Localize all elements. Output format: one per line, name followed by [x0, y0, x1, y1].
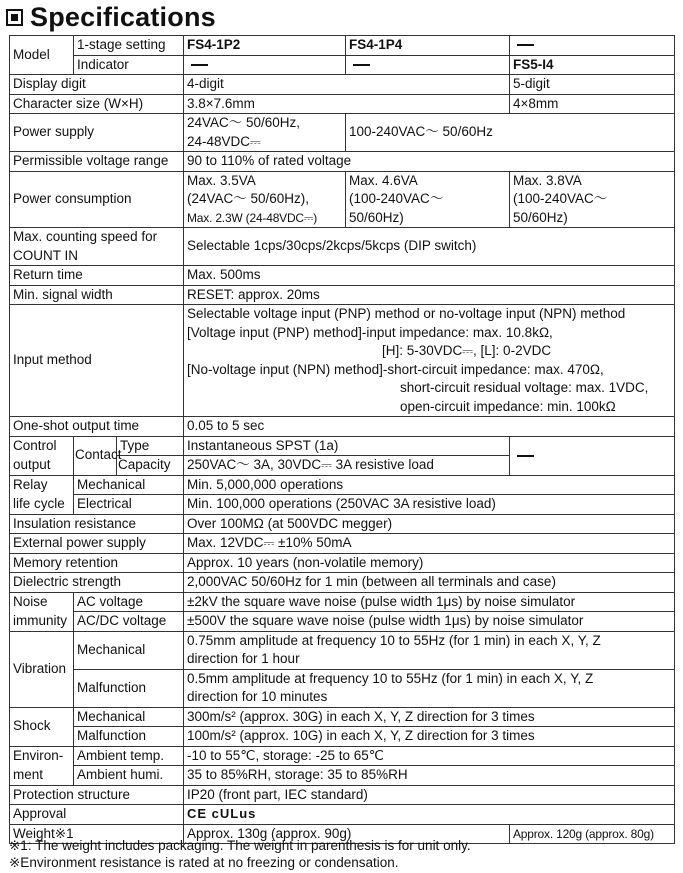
spec-label: Power supply: [10, 114, 184, 152]
spec-value: [184, 805, 675, 825]
spec-value-line: [Voltage input (PNP) method]-input impedance: max. 10.8kΩ,: [187, 324, 553, 340]
spec-value-line: [No-voltage input (NPN) method]-short-circuit impedance: max. 470Ω,: [187, 361, 604, 377]
table-row-dielectric: [10, 573, 675, 593]
indicator-label: Indicator: [74, 55, 184, 75]
spec-label-line: Environ-: [13, 748, 64, 763]
spec-label: Input method: [10, 305, 184, 417]
spec-label-line: ment: [13, 766, 44, 782]
spec-label-line: immunity: [13, 612, 68, 628]
spec-label: Dielectric strength: [10, 573, 184, 593]
table-row-shock-mechanical: [10, 707, 675, 727]
spec-sublabel: Ambient humi.: [74, 766, 184, 786]
spec-label: Power consumption: [10, 171, 184, 228]
spec-value-line: open-circuit impedance: min. 100kΩ: [400, 398, 616, 414]
spec-value-line: 24-48VDC⎓: [187, 133, 261, 149]
table-row-protection: [10, 785, 675, 805]
spec-value: [184, 171, 346, 228]
footnote: ※1: The weight includes packaging. The weight in parenthesis is for unit only.: [9, 838, 471, 853]
model-fs4-1p4: FS4-1P4: [346, 36, 510, 56]
empty-cell: [510, 36, 675, 56]
square-bullet-icon: [6, 9, 23, 26]
spec-value: Min. 100,000 operations (250VAC 3A resistive load): [184, 495, 675, 515]
table-row-vibration-malfunction: [10, 669, 675, 707]
spec-value: 2,000VAC 50/60Hz for 1 min (between all terminals and case): [184, 573, 675, 593]
spec-value-line: (100-240VAC〜: [349, 191, 444, 206]
table-row-input-method: [10, 305, 675, 417]
spec-label: External power supply: [10, 534, 184, 554]
spec-label: Weight※1: [10, 824, 184, 844]
table-row-display-digit: [10, 75, 675, 95]
spec-value: Selectable 1cps/30cps/2kcps/5kcps (DIP switch): [184, 228, 675, 266]
spec-label-line: Max. counting speed for: [13, 229, 158, 244]
stage-setting-label: 1-stage setting: [74, 36, 184, 56]
spec-value: 3.8×7.6mm: [184, 94, 510, 114]
spec-label: Insulation resistance: [10, 514, 184, 534]
empty-cell: [346, 55, 510, 75]
spec-value: Approx. 130g (approx. 90g): [184, 824, 510, 844]
spec-label: One-shot output time: [10, 417, 184, 437]
spec-label: Approval: [10, 805, 184, 825]
spec-label: Protection structure: [10, 785, 184, 805]
table-row-model-stage: [10, 36, 675, 56]
specifications-table: [9, 35, 675, 844]
spec-label: Shock: [10, 707, 74, 746]
spec-sublabel: Malfunction: [74, 669, 184, 707]
spec-value: 90 to 110% of rated voltage: [184, 152, 675, 172]
dash-icon: [517, 455, 534, 457]
spec-value: -10 to 55℃, storage: -25 to 65℃: [184, 746, 675, 766]
footnote: ※Environment resistance is rated at no freezing or condensation.: [9, 855, 399, 870]
spec-sublabel: AC/DC voltage: [74, 612, 184, 632]
spec-value: 100-240VAC〜 50/60Hz: [346, 114, 675, 152]
footnotes: [9, 837, 471, 871]
table-row-approval: [10, 805, 675, 825]
spec-value: Over 100MΩ (at 500VDC megger): [184, 514, 675, 534]
table-row-noise-acdc: [10, 612, 675, 632]
model-fs4-1p2: FS4-1P2: [184, 36, 346, 56]
spec-value-line: direction for 1 hour: [187, 651, 300, 666]
spec-value-line: 50/60Hz): [513, 209, 568, 225]
spec-value-line: (24VAC〜 50/60Hz),: [187, 191, 310, 206]
spec-value: Approx. 120g (approx. 80g): [510, 824, 675, 844]
spec-sublabel: Mechanical: [74, 475, 184, 495]
page-title: Specifications: [30, 1, 216, 32]
spec-label-line: COUNT IN: [13, 247, 79, 263]
spec-label: Memory retention: [10, 553, 184, 573]
spec-value-line: 0.75mm amplitude at frequency 10 to 55Hz (for 1 min) in each X, Y, Z: [187, 632, 601, 648]
spec-sublabel: Mechanical: [74, 707, 184, 727]
empty-cell: [184, 55, 346, 75]
spec-label-line: Noise: [13, 594, 48, 609]
section-title: [0, 0, 683, 34]
table-row-external-power: [10, 534, 675, 554]
spec-label: Display digit: [10, 75, 184, 95]
table-row-insulation: [10, 514, 675, 534]
spec-value-line: 0.5mm amplitude at frequency 10 to 55Hz (for 1 min) in each X, Y, Z: [187, 670, 594, 686]
spec-value: [510, 171, 675, 228]
spec-value: Approx. 10 years (non-volatile memory): [184, 553, 675, 573]
spec-sublabel: Malfunction: [74, 727, 184, 747]
model-label: Model: [10, 36, 74, 75]
table-row-return-time: [10, 266, 675, 286]
spec-value: Max. 12VDC⎓ ±10% 50mA: [184, 534, 675, 554]
spec-value: 100m/s² (approx. 10G) in each X, Y, Z direction for 3 times: [184, 727, 675, 747]
spec-value: ±500V the square wave noise (pulse width 1μs) by noise simulator: [184, 612, 675, 632]
spec-label-line: Control: [13, 438, 57, 453]
dash-icon: [353, 64, 370, 66]
spec-label: [10, 228, 184, 266]
spec-value-line: 24VAC〜 50/60Hz,: [187, 115, 301, 130]
spec-sublabel: Electrical: [74, 495, 184, 515]
spec-label: Contact: [74, 436, 117, 475]
table-row-memory-retention: [10, 553, 675, 573]
model-fs5-i4: FS5-I4: [510, 55, 675, 75]
spec-label: Vibration: [10, 631, 74, 707]
table-row-power-consumption: [10, 171, 675, 228]
certification-marks-icon: CE cULus: [187, 806, 257, 821]
spec-value: 4-digit: [184, 75, 510, 95]
table-row-counting-speed: [10, 228, 675, 266]
spec-value: Instantaneous SPST (1a): [184, 436, 510, 456]
spec-value-line: (100-240VAC〜: [513, 191, 608, 206]
spec-label: [10, 592, 74, 631]
table-row-relay-electrical: [10, 495, 675, 515]
table-row-character-size: [10, 94, 675, 114]
spec-value: [346, 171, 510, 228]
spec-value-line: Selectable voltage input (PNP) method or no-voltage input (NPN) method: [187, 306, 626, 321]
spec-label: Min. signal width: [10, 285, 184, 305]
spec-value: 5-digit: [510, 75, 675, 95]
spec-sublabel: Mechanical: [74, 631, 184, 669]
spec-value: IP20 (front part, IEC standard): [184, 785, 675, 805]
spec-value-line: direction for 10 minutes: [187, 689, 328, 704]
spec-value: [184, 305, 675, 417]
spec-value: ±2kV the square wave noise (pulse width 1μs) by noise simulator: [184, 592, 675, 612]
table-row-oneshot-output: [10, 417, 675, 437]
spec-sublabel: AC voltage: [74, 592, 184, 612]
spec-value: Max. 500ms: [184, 266, 675, 286]
table-row-environment-humidity: [10, 766, 675, 786]
spec-label: [10, 436, 74, 475]
spec-value: 250VAC〜 3A, 30VDC⎓ 3A resistive load: [184, 456, 510, 476]
spec-sublabel: Type: [117, 436, 184, 456]
dash-icon: [191, 64, 208, 66]
spec-sublabel: Ambient temp.: [74, 746, 184, 766]
spec-value: 35 to 85%RH, storage: 35 to 85%RH: [184, 766, 675, 786]
spec-label-line: life cycle: [13, 495, 65, 511]
empty-cell: [510, 436, 675, 475]
spec-value-line: Max. 2.3W (24-48VDC⎓): [187, 210, 318, 225]
spec-value-line: Max. 4.6VA: [349, 172, 418, 188]
spec-value-line: Max. 3.5VA: [187, 172, 256, 188]
table-row-control-type: [10, 436, 675, 456]
table-row-relay-mechanical: [10, 475, 675, 495]
table-row-environment-temp: [10, 746, 675, 766]
spec-sublabel: Capacity: [117, 456, 184, 476]
spec-value-line: Max. 3.8VA: [513, 172, 582, 188]
spec-value: [184, 631, 675, 669]
spec-label: Character size (W×H): [10, 94, 184, 114]
table-row-permissible-voltage: [10, 152, 675, 172]
spec-label: [10, 475, 74, 514]
table-row-shock-malfunction: [10, 727, 675, 747]
spec-value: Min. 5,000,000 operations: [184, 475, 675, 495]
spec-value: 300m/s² (approx. 30G) in each X, Y, Z direction for 3 times: [184, 707, 675, 727]
table-row-power-supply: [10, 114, 675, 152]
table-row-model-indicator: [10, 55, 675, 75]
table-row-vibration-mechanical: [10, 631, 675, 669]
spec-value: [184, 669, 675, 707]
table-row-noise-ac: [10, 592, 675, 612]
spec-label: Return time: [10, 266, 184, 286]
table-row-min-signal-width: [10, 285, 675, 305]
spec-value: 4×8mm: [510, 94, 675, 114]
spec-value: [184, 114, 346, 152]
spec-value-line: [H]: 5-30VDC⎓, [L]: 0-2VDC: [382, 343, 552, 358]
spec-label: [10, 746, 74, 785]
spec-value-line: short-circuit residual voltage: max. 1VDC,: [400, 380, 649, 395]
spec-label: Permissible voltage range: [10, 152, 184, 172]
spec-value-line: 50/60Hz): [349, 209, 404, 225]
spec-value: 0.05 to 5 sec: [184, 417, 675, 437]
dash-icon: [517, 44, 534, 46]
spec-label-line: output: [13, 456, 51, 472]
spec-value: RESET: approx. 20ms: [184, 285, 675, 305]
spec-label-line: Relay: [13, 477, 48, 492]
